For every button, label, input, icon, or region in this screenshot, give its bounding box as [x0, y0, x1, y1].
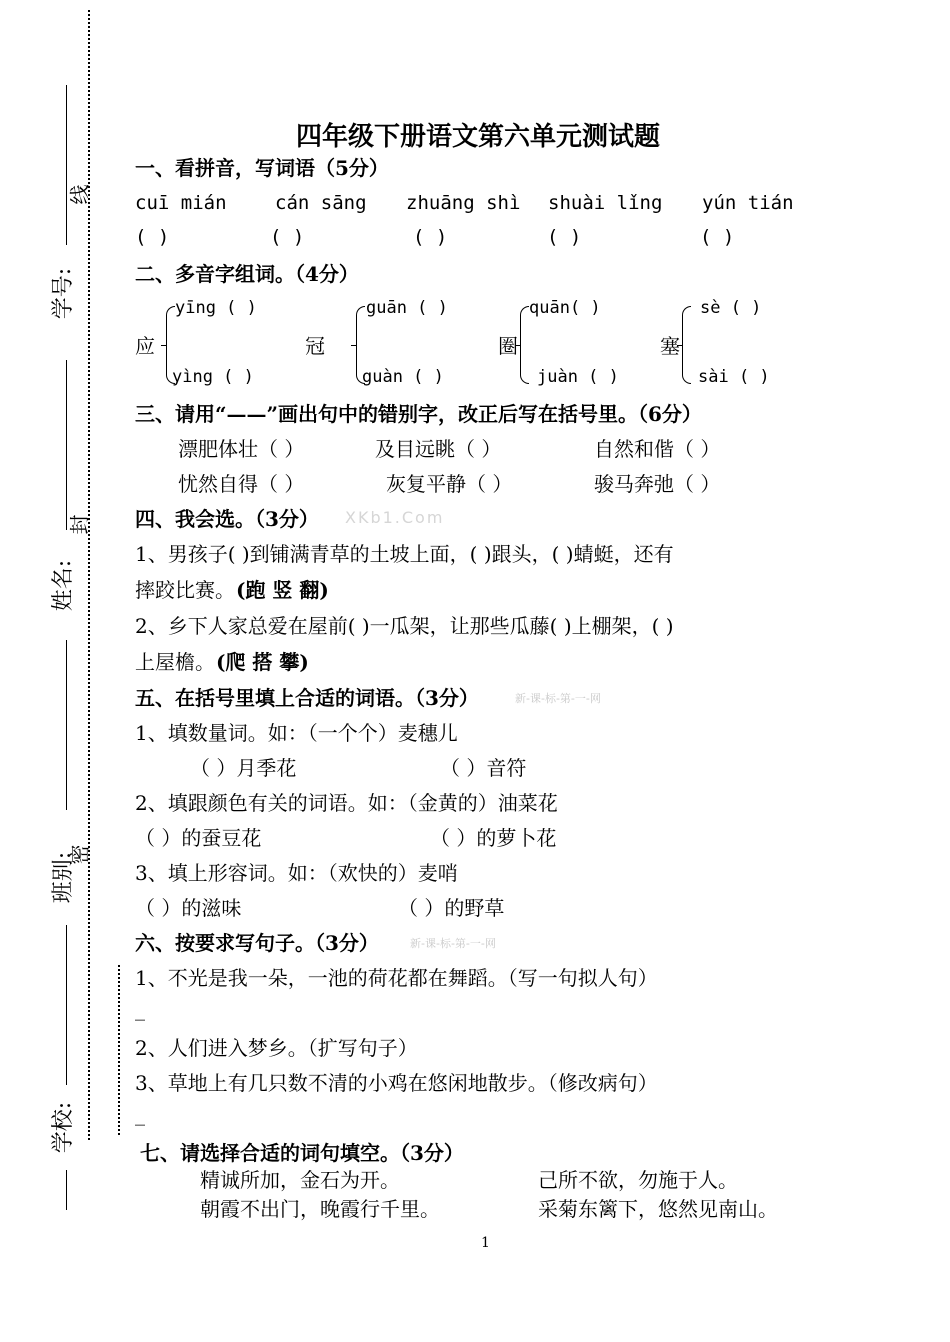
s2-bottom-4[interactable]: sài ( )	[698, 367, 770, 387]
s3-item-2[interactable]: 及目远眺（ ）	[375, 437, 502, 461]
s6-answer-3[interactable]: _	[135, 1102, 145, 1126]
s1-blank-2[interactable]: ( )	[270, 226, 305, 248]
s1-pinyin-1: cuī mián	[135, 192, 227, 214]
s4-q2-options: (爬 搭 攀)	[216, 650, 309, 674]
seal-mark-feng: 封	[67, 514, 92, 535]
page-number: 1	[481, 1235, 490, 1251]
s6-q1: 1、不光是我一朵，一池的荷花都在舞蹈。（写一句拟人句）	[135, 966, 658, 990]
school-line	[66, 925, 67, 1085]
s5-q3-blank-a[interactable]: （ ）的滋味	[135, 896, 242, 920]
s2-char-3: 圈	[498, 334, 518, 358]
s1-pinyin-4: shuài lǐng	[548, 192, 663, 214]
s3-item-4[interactable]: 忧然自得（ ）	[178, 472, 305, 496]
s2-top-2[interactable]: guān ( )	[366, 298, 448, 318]
name-label: 姓名:	[51, 559, 77, 612]
s2-heading: 二、多音字组词。（4分）	[135, 262, 359, 286]
s1-pinyin-2: cán sāng	[275, 192, 367, 214]
s3-item-3[interactable]: 自然和偕（ ）	[594, 437, 721, 461]
s5-q1: 1、填数量词。如：（一个个）麦穗儿	[135, 721, 458, 745]
s2-char-2: 冠	[305, 334, 325, 358]
s6-dotted-margin	[118, 965, 120, 1135]
s5-heading: 五、在括号里填上合适的词语。（3分）	[135, 686, 479, 710]
s7-phrase-3: 朝霞不出门，晚霞行千里。	[200, 1197, 440, 1221]
binding-dotted-line	[88, 10, 90, 1140]
s2-bottom-3[interactable]: juàn ( )	[537, 367, 619, 387]
student-no-line	[66, 85, 67, 245]
s5-q1-blank-b[interactable]: （ ）音符	[440, 756, 527, 780]
s5-q3-blank-b[interactable]: （ ）的野草	[398, 896, 505, 920]
s2-top-4[interactable]: sè ( )	[700, 298, 762, 318]
s6-q2: 2、人们进入梦乡。（扩写句子）	[135, 1036, 418, 1060]
page-title: 四年级下册语文第六单元测试题	[296, 122, 661, 152]
school-line-2	[66, 1170, 67, 1210]
s1-blank-5[interactable]: ( )	[700, 226, 735, 248]
school-label: 学校:	[51, 1101, 77, 1154]
s4-q2-line2: 上屋檐。	[135, 650, 215, 674]
s4-q1-options: (跑 竖 翻)	[236, 578, 329, 602]
s3-item-6[interactable]: 骏马奔弛（ ）	[594, 472, 721, 496]
s6-watermark: 新-课-标-第-一-网	[410, 937, 496, 950]
s2-bottom-2[interactable]: guàn ( )	[362, 367, 444, 387]
s2-top-1[interactable]: yīng ( )	[175, 298, 257, 318]
s4-q1-line1[interactable]: 1、男孩子( )到铺满青草的土坡上面，( )跟头，( )蜻蜓，还有	[135, 542, 674, 566]
s4-watermark: XKb1.Com	[345, 508, 445, 527]
student-no-label: 学号:	[51, 267, 77, 320]
s6-heading: 六、按要求写句子。（3分）	[135, 931, 379, 955]
s4-q1-line2: 摔跤比赛。	[135, 578, 235, 602]
s7-phrase-4: 采菊东篱下，悠然见南山。	[538, 1197, 778, 1221]
s5-q3: 3、填上形容词。如：（欢快的）麦哨	[135, 861, 458, 885]
class-line	[66, 640, 67, 810]
s5-q2: 2、填跟颜色有关的词语。如：（金黄的）油菜花	[135, 791, 558, 815]
s5-q2-blank-a[interactable]: （ ）的蚕豆花	[135, 826, 262, 850]
name-line	[66, 360, 67, 530]
s2-char-4: 塞	[660, 334, 680, 358]
s1-pinyin-5: yún tián	[702, 192, 794, 214]
s3-heading: 三、请用“——”画出句中的错别字，改正后写在括号里。（6分）	[135, 402, 702, 426]
s7-phrase-2: 己所不欲，勿施于人。	[538, 1168, 738, 1192]
s6-q3: 3、草地上有几只数不清的小鸡在悠闲地散步。（修改病句）	[135, 1071, 658, 1095]
s2-char-1: 应	[135, 334, 155, 358]
s4-q2-line1[interactable]: 2、乡下人家总爱在屋前( )一瓜架，让那些瓜藤( )上棚架，( )	[135, 614, 674, 638]
s5-watermark: 新-课-标-第-一-网	[515, 692, 601, 705]
s1-heading: 一、看拼音，写词语（5分）	[135, 156, 389, 180]
s5-q2-blank-b[interactable]: （ ）的萝卜花	[430, 826, 557, 850]
s1-pinyin-3: zhuāng shì	[406, 192, 521, 214]
s6-answer-1[interactable]: _	[135, 997, 145, 1021]
s1-blank-1[interactable]: ( )	[135, 226, 170, 248]
s7-heading: 七、请选择合适的词句填空。（3分）	[140, 1141, 464, 1165]
s5-q1-blank-a[interactable]: （ ）月季花	[190, 756, 297, 780]
seal-mark-xian: 线	[67, 184, 92, 205]
s3-item-1[interactable]: 漂肥体壮（ ）	[178, 437, 305, 461]
s2-brace-4	[682, 306, 691, 384]
s3-item-5[interactable]: 灰复平静（ ）	[386, 472, 513, 496]
s2-bottom-1[interactable]: yìng ( )	[172, 367, 254, 387]
s1-blank-4[interactable]: ( )	[547, 226, 582, 248]
s1-blank-3[interactable]: ( )	[413, 226, 448, 248]
class-label: 班别:	[51, 851, 77, 904]
seal-mark-mi: 密	[67, 844, 92, 865]
s4-heading: 四、我会选。（3分）	[135, 507, 319, 531]
s2-top-3[interactable]: quān( )	[529, 298, 601, 318]
s7-phrase-1: 精诚所加，金石为开。	[200, 1168, 400, 1192]
s2-brace-3	[520, 306, 529, 384]
